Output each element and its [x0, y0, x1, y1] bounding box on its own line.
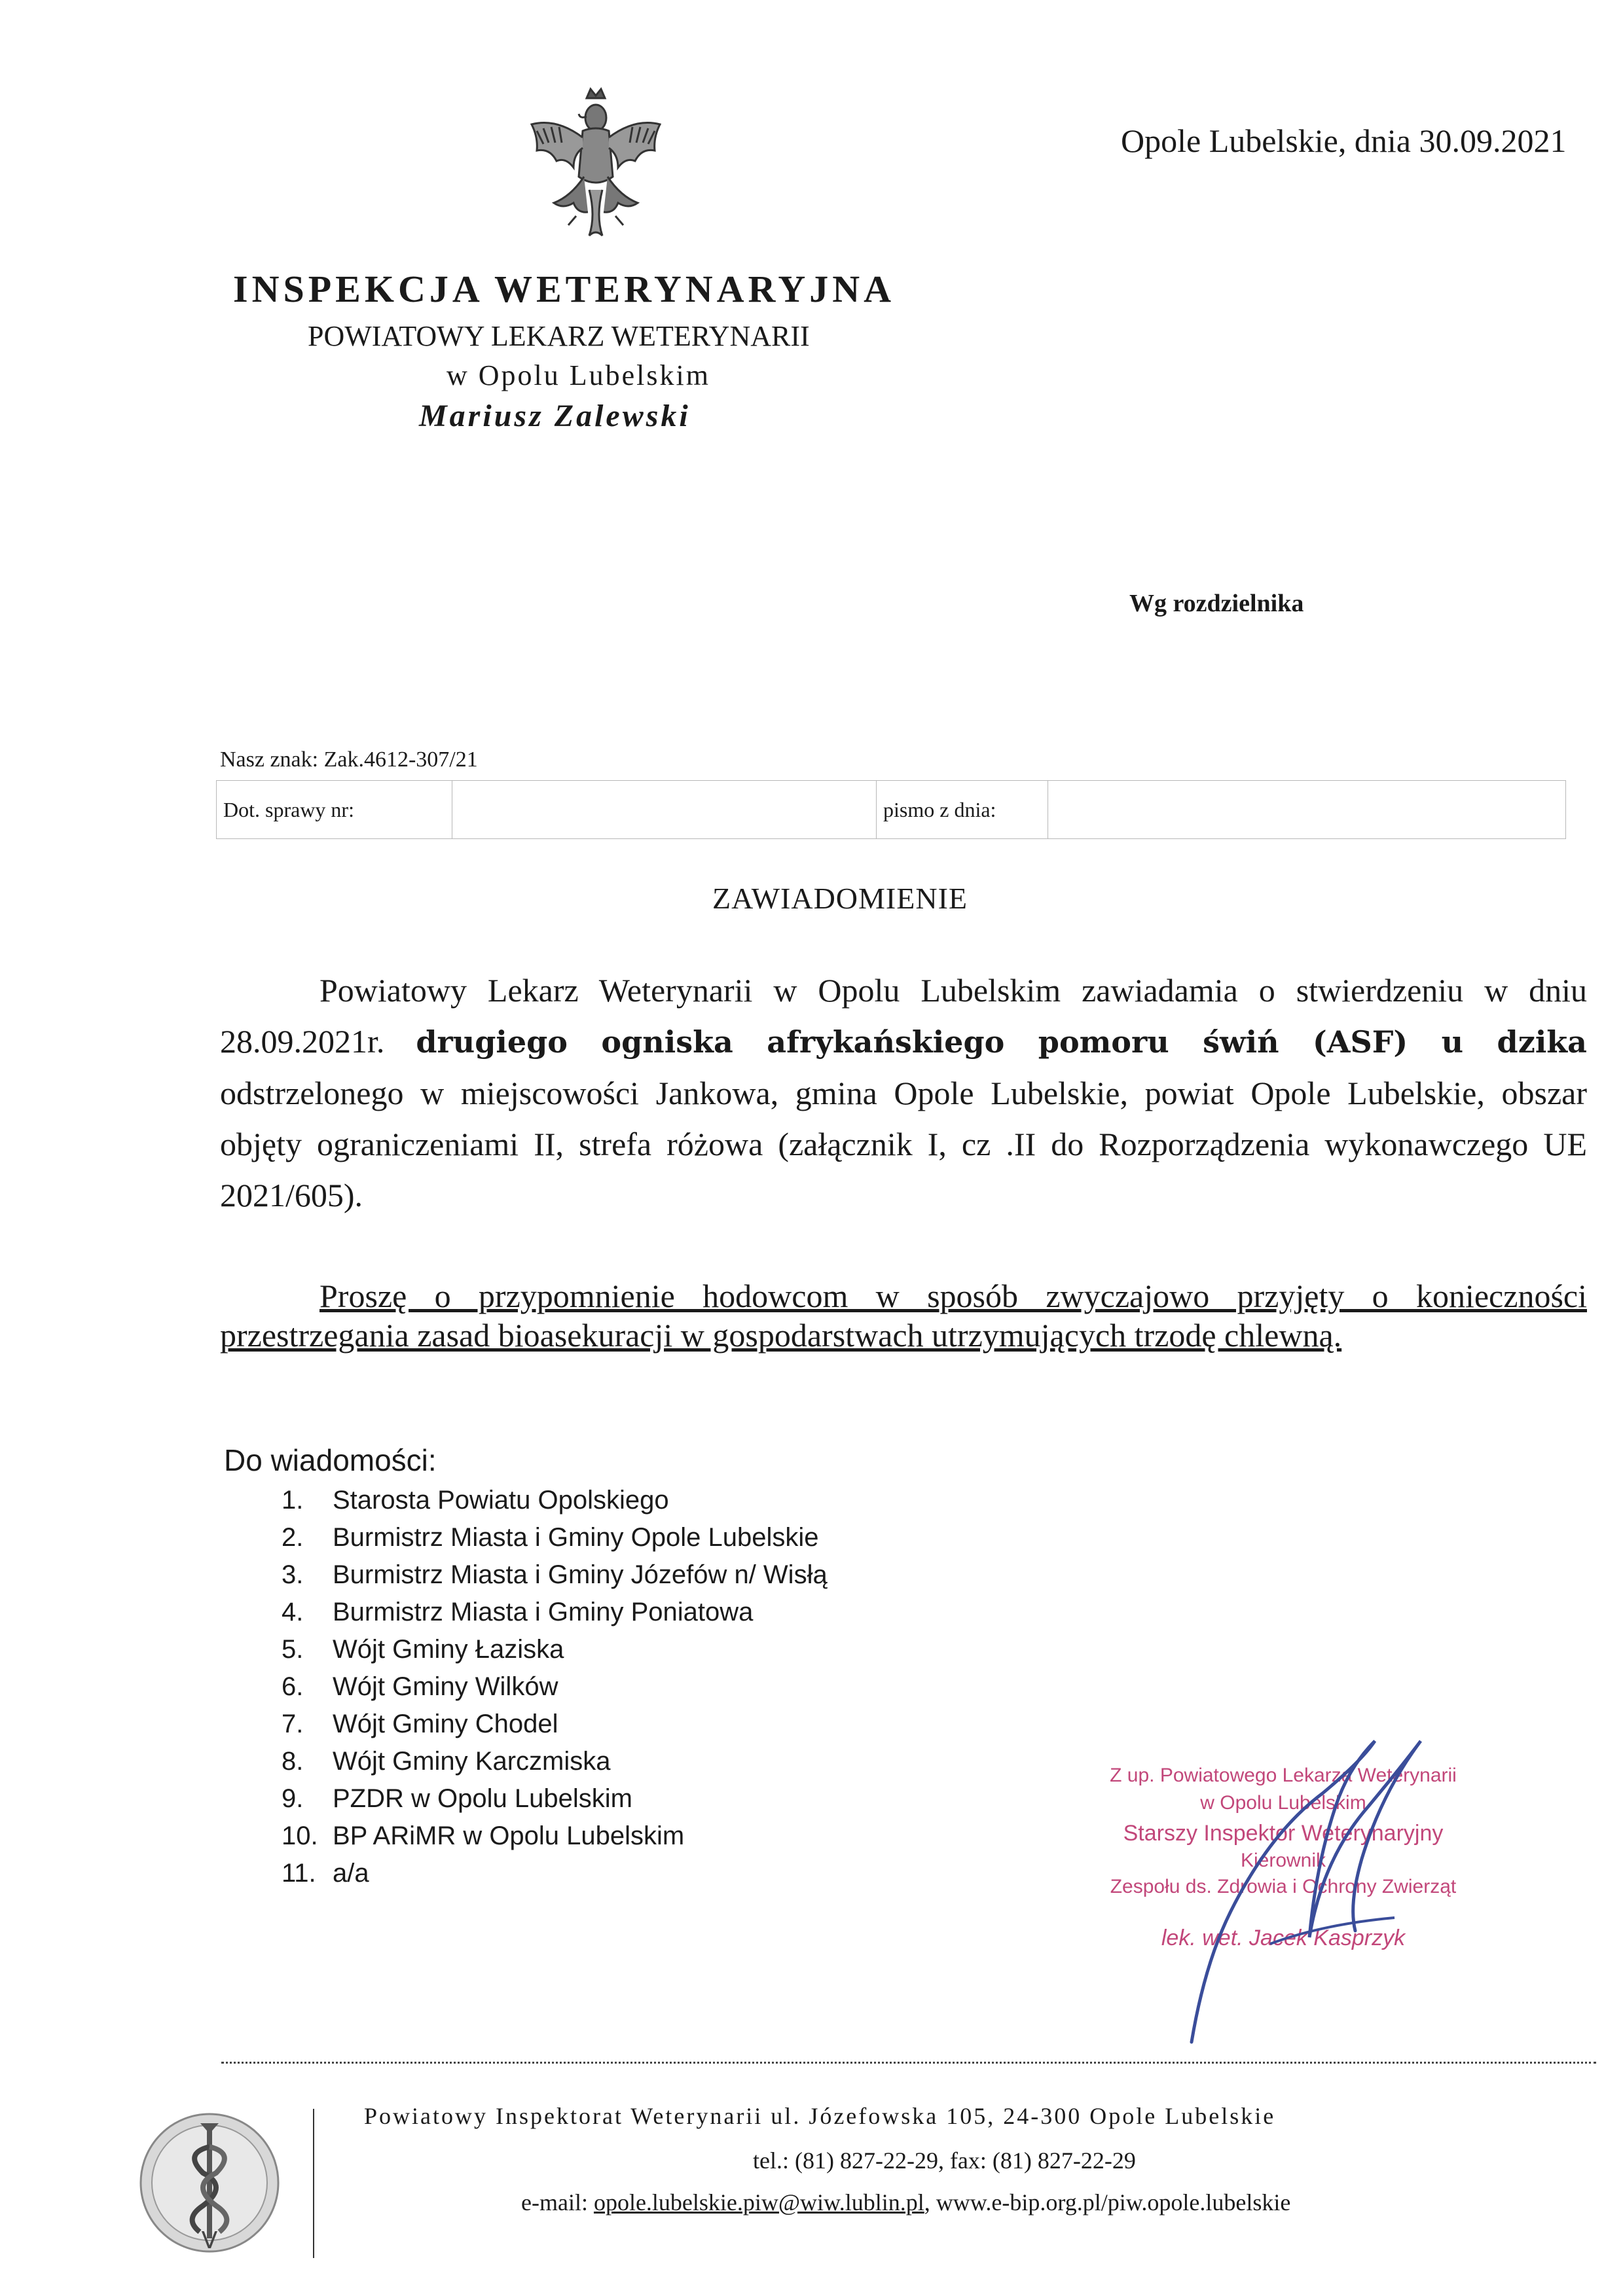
list-item — [282, 1855, 828, 1892]
footer-website[interactable]: , www.e-bip.org.pl/piw.opole.lubelskie — [924, 2189, 1291, 2215]
list-item — [282, 1482, 828, 1519]
notice-text-bold: drugiego ogniska afrykańskiego pomoru świń (ASF) u dzika — [416, 1024, 1587, 1060]
list-item — [282, 1706, 828, 1743]
list-item-text: PZDR w Opolu Lubelskim — [333, 1784, 632, 1813]
organization-subtitle: POWIATOWY LEKARZ WETERYNARII — [308, 320, 810, 352]
list-item — [282, 1594, 828, 1631]
organization-person: Mariusz Zalewski — [419, 399, 691, 433]
list-item-number: 4. — [282, 1598, 304, 1626]
footer-divider-line — [221, 2062, 1596, 2064]
distribution-list — [282, 1482, 828, 1892]
list-item-text: BP ARiMR w Opolu Lubelskim — [333, 1821, 685, 1850]
stamp-signatory: lek. wet. Jacek Kasprzyk — [1161, 1926, 1406, 1950]
case-number-label: Dot. sprawy nr: — [217, 781, 452, 838]
list-item-number: 5. — [282, 1635, 304, 1664]
list-item-text: Burmistrz Miasta i Gminy Opole Lubelskie — [333, 1523, 819, 1552]
list-item-number: 9. — [282, 1784, 304, 1813]
list-item-number: 7. — [282, 1710, 304, 1738]
list-item-text: Burmistrz Miasta i Gminy Józefów n/ Wisłą — [333, 1560, 828, 1589]
footer-email-label: e-mail: — [521, 2189, 594, 2215]
list-item-number: 8. — [282, 1747, 304, 1776]
footer-address: Powiatowy Inspektorat Weterynarii ul. Józefowska 105, 24-300 Opole Lubelskie — [364, 2103, 1276, 2129]
list-item-text: Wójt Gminy Karczmiska — [333, 1747, 611, 1776]
footer-contact — [521, 2189, 1290, 2216]
request-paragraph — [220, 1276, 1587, 1355]
organization-city: w Opolu Lubelskim — [447, 359, 710, 391]
list-item-number: 11. — [282, 1859, 316, 1888]
list-item — [282, 1631, 828, 1668]
reference-table — [216, 780, 1566, 839]
list-item-text: Wójt Gminy Chodel — [333, 1710, 558, 1738]
polish-eagle-emblem-icon — [524, 79, 668, 255]
our-sign-line — [220, 747, 478, 772]
stamp-line: Starszy Inspektor Weterynaryjny — [1123, 1821, 1444, 1846]
letter-date-label: pismo z dnia: — [877, 781, 1048, 838]
stamp-line: w Opolu Lubelskim — [1200, 1792, 1366, 1814]
list-item-number: 2. — [282, 1523, 304, 1552]
list-item — [282, 1818, 828, 1855]
list-item-number: 6. — [282, 1672, 304, 1701]
notice-text-part2: odstrzelonego w miejscowości Jankowa, gmina Opole Lubelskie, powiat Opole Lubelskie, obszar objęty ograniczeniami II, strefa różowa (załącznik I, cz .II do Rozporządzenia wykonawczego UE 2021/605). — [220, 1075, 1587, 1213]
list-item-text: Wójt Gminy Wilków — [333, 1672, 558, 1701]
list-item — [282, 1780, 828, 1818]
notice-paragraph — [220, 965, 1587, 1221]
document-title: ZAWIADOMIENIE — [712, 882, 968, 915]
list-item — [282, 1556, 828, 1594]
organization-title: INSPEKCJA WETERYNARYJNA — [233, 268, 896, 310]
list-item — [282, 1743, 828, 1780]
veterinary-caduceus-icon — [131, 2108, 288, 2258]
document-date: Opole Lubelskie, dnia 30.09.2021 — [1121, 122, 1567, 159]
stamp-line: Zespołu ds. Zdrowia i Ochrony Zwierząt — [1110, 1876, 1457, 1897]
stamp-line: Z up. Powiatowego Lekarza Weterynarii — [1110, 1765, 1457, 1786]
handwritten-signature — [1152, 1728, 1493, 2055]
footer-phones: tel.: (81) 827-22-29, fax: (81) 827-22-29 — [753, 2147, 1136, 2174]
list-item-text: a/a — [333, 1859, 369, 1888]
notice-text-part1: Powiatowy Lekarz Weterynarii w Opolu Lubelskim zawiadamia o stwierdzeniu w dniu 28.09.2021r. — [220, 972, 1587, 1060]
distribution-title: Do wiadomości: — [224, 1443, 437, 1477]
recipient-line: Wg rozdzielnika — [1129, 590, 1304, 617]
list-item-number: 1. — [282, 1486, 304, 1515]
our-sign-label: Nasz znak: — [220, 747, 319, 772]
our-sign-value: Zak.4612-307/21 — [323, 747, 478, 772]
list-item-text: Wójt Gminy Łaziska — [333, 1635, 564, 1664]
list-item-number: 10. — [282, 1821, 318, 1850]
footer-email-link[interactable]: opole.lubelskie.piw@wiw.lublin.pl — [593, 2189, 924, 2215]
list-item-number: 3. — [282, 1560, 304, 1589]
request-text: Proszę o przypomnienie hodowcom w sposób zwyczajowo przyjęty o konieczności przestrzegania zasad bioasekuracji w gospodarstwach utrzymujących trzodę chlewną. — [220, 1278, 1587, 1354]
list-item-text: Burmistrz Miasta i Gminy Poniatowa — [333, 1598, 754, 1626]
case-number-value — [452, 781, 877, 838]
footer-separator — [313, 2109, 314, 2258]
stamp-line: Kierownik — [1240, 1850, 1326, 1871]
list-item — [282, 1668, 828, 1706]
list-item — [282, 1519, 828, 1556]
list-item-text: Starosta Powiatu Opolskiego — [333, 1486, 669, 1515]
svg-text:V: V — [201, 2227, 218, 2254]
letter-date-value — [1048, 781, 1565, 838]
